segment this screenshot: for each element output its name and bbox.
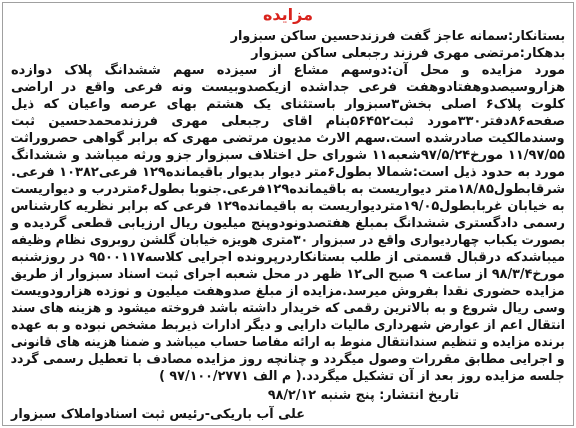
notice-line: [11, 232, 565, 249]
notice-line-text: و اجرایی مطابق مقررات وصول میگردد و چنانچه روز مزایده مصادف با تعطیل رسمی گردد: [11, 352, 565, 367]
notice-line: [11, 266, 565, 283]
notice-line-text: وسندمالکیت صادرشده است.سهم الارث مدیون مرتضی مهری که برابر گواهی حصروراثت: [11, 131, 565, 146]
creditor-text: بستانکار:سمانه عاجز گفت فرزندحسین ساکن سبزوار: [230, 29, 565, 44]
notice-line-text: جلسه مزایده روز بعد از آن تشکیل میگردد.( م الف ۹۷/۱۰۰/۲۷۷۱ ): [159, 369, 565, 384]
notice-line: [11, 164, 565, 181]
notice-line: [11, 181, 565, 198]
creditor-line: [11, 28, 565, 45]
notice-line-text: به خیابان غربابطول۱۹/۰۵متردیواریست به باقیمانده۱۲۹ فرعی که برابر نظریه کارشناس: [11, 199, 565, 214]
notice-line: [11, 249, 565, 266]
notice-line: [11, 334, 565, 351]
notice-line-text: وسی ریال شروع و به بالاترین رقمی که خریدار داشته باشد فروخته میشود و هزینه های سند: [11, 301, 565, 316]
notice-line-text: بصورت یکباب چهاردیواری واقع در سبزوار ۳۰متری هویزه خیابان گلشن روبروی نظام وظیفه: [11, 233, 565, 248]
notice-line-text: میباشدکه درقبال قسمتی از طلب بستانکاردرپرونده اجرایی کلاسه۹۵۰۰۱۱۷ در روزشنبه: [11, 250, 565, 265]
notice-line-text: شرقابطول۱۸/۸۵متر دیواریست به باقیمانده۱۲۹فرعی.جنوبا بطول۶متردرب و دیواریست: [11, 182, 565, 197]
notice-line-text: مورد مزایده و محل آن:دوسهم مشاع از سیزده سهم ششدانگ پلاک دوازده: [11, 63, 565, 78]
notice-line: [11, 215, 565, 232]
debtor-text: بدهکار:مرتضی مهری فرزند رجبعلی ساکن سبزوار: [250, 46, 565, 61]
notice-line-text: کلوت پلاک۶ اصلی بخش۳سبزوار باستثنای یک هشتم بهای عرصه واعیان که ذیل: [10, 97, 565, 112]
notice-line-text: برنده مزایده و تنظیم سندانتقال منوط به ارائه مفاصا حساب میباشد و ضمنا هزینه های قانونی: [11, 335, 565, 350]
notice-line: [11, 198, 565, 215]
notice-line-text: مزایده حضوری نقدا بفروش میرسد.مزایده از مبلغ صدوهفت میلیون و نوزده هزارودویست: [11, 284, 565, 299]
notice-line: [11, 351, 565, 368]
notice-line: [11, 130, 565, 147]
notice-line: [11, 147, 565, 164]
notice-title: مزایده: [262, 5, 314, 24]
notice-line-text: صفحه۸۶دفتر۳۳۰مورد ثبت۵۶۴۵۲بنام اقای رجبعلی مهری فرزندمحمدحسین ثبت: [11, 114, 565, 129]
notice-line: [11, 113, 565, 130]
notice-line: [11, 317, 565, 334]
notice-line-last: [11, 368, 565, 385]
signature: علی آب باریکی-رئیس ثبت اسنادواملاک سبزوار: [11, 407, 305, 422]
notice-line: [11, 96, 565, 113]
notice-line: [11, 79, 565, 96]
notice-line-text: مورخ۹۸/۳/۴ از ساعت ۹ صبح الی۱۲ ظهر در محل شعبه اجرای ثبت اسناد سبزوار از طریق: [11, 267, 565, 282]
debtor-line: [11, 45, 565, 62]
notice-line-text: هزاروسیصدوهفتادوهفت فرعی جداشده ازیکصدوبیست ونه فرعی واقع در اراضی: [11, 80, 565, 95]
notice-line: [11, 300, 565, 317]
notice-line: [11, 62, 565, 79]
notice-line-text: ۱۱/۹۷/۵۵ مورخ۹۷/۵/۲۴شعبه۱۱ شورای حل اختلاف سبزوار جزو ورثه میباشد و ششدانگ: [11, 148, 565, 163]
notice-line: [11, 283, 565, 300]
signature-line: [11, 406, 565, 423]
notice-line-text: انتقال اعم از عوارض شهرداری مالیات دارایی و دیگر ادارات ذیربط مشخص نبوده و به عهده: [11, 318, 565, 333]
notice-line-text: مورد به حدود ذیل است:شمالا بطول۶متر دیوار بدیوار باقیمانده۱۲۹ فرعی۱۰۳۸۲ فرعی.: [11, 165, 565, 180]
notice-body: [11, 28, 565, 423]
notice-line-text: رسمی دادگستری ششدانگ بمبلغ هفتصدونودوپنج میلیون ریال ارزیابی قطعی گردیده و: [11, 216, 565, 231]
publish-date-line: [11, 387, 459, 404]
publish-date: تاریخ انتشار: پنج شنبه ۹۸/۲/۱۲: [267, 388, 459, 403]
